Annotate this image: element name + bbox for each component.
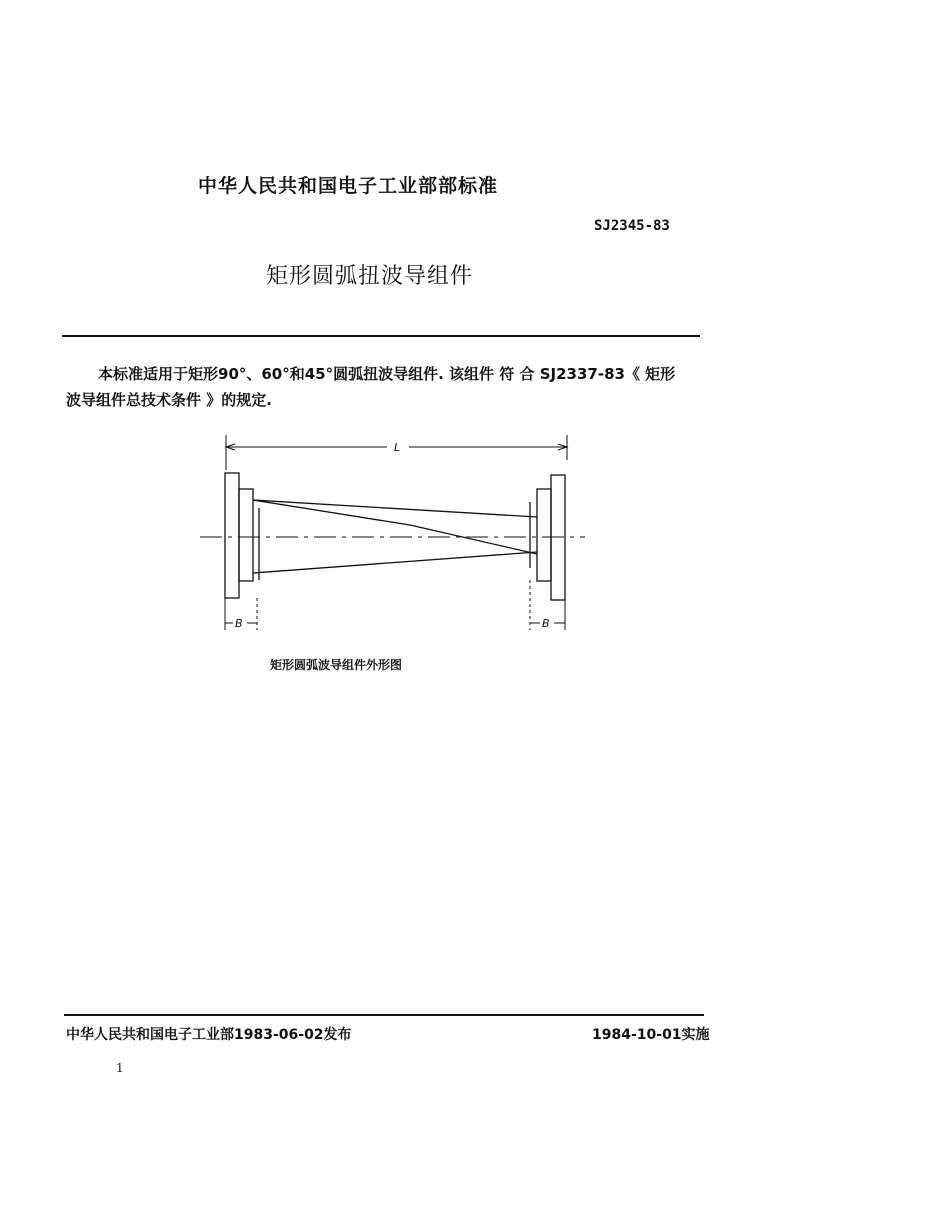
top-divider: [62, 335, 700, 337]
left-flange-outer: [225, 473, 239, 598]
left-flange-inner: [239, 489, 253, 581]
waveguide-drawing: [195, 430, 595, 645]
b-left-label: B: [235, 617, 243, 630]
dim-label-l: L: [394, 441, 401, 454]
waveguide-top-edge: [253, 500, 537, 517]
bottom-divider: [64, 1014, 704, 1016]
waveguide-outline-figure: [195, 430, 595, 649]
effective-date: 1984-10-01实施: [592, 1027, 710, 1043]
figure-caption: 矩形圆弧波导组件外形图: [270, 658, 403, 672]
waveguide-bottom-edge: [253, 552, 537, 573]
page-number: 1: [116, 1061, 124, 1075]
document-title: 矩形圆弧扭波导组件: [266, 264, 474, 289]
standard-number: SJ2345-83: [594, 218, 670, 234]
scope-paragraph-line-2: 波导组件总技术条件 》的规定.: [66, 391, 272, 409]
issue-date: 中华人民共和国电子工业部1983-06-02发布: [66, 1027, 352, 1043]
b-right-label: B: [542, 617, 550, 630]
scope-paragraph-line-1: 本标准适用于矩形90°、60°和45°圆弧扭波导组件. 该组件 符 合 SJ2337-83《 矩形: [98, 365, 676, 383]
issuing-authority-header: 中华人民共和国电子工业部部标准: [198, 175, 499, 197]
right-flange-inner: [537, 489, 551, 581]
